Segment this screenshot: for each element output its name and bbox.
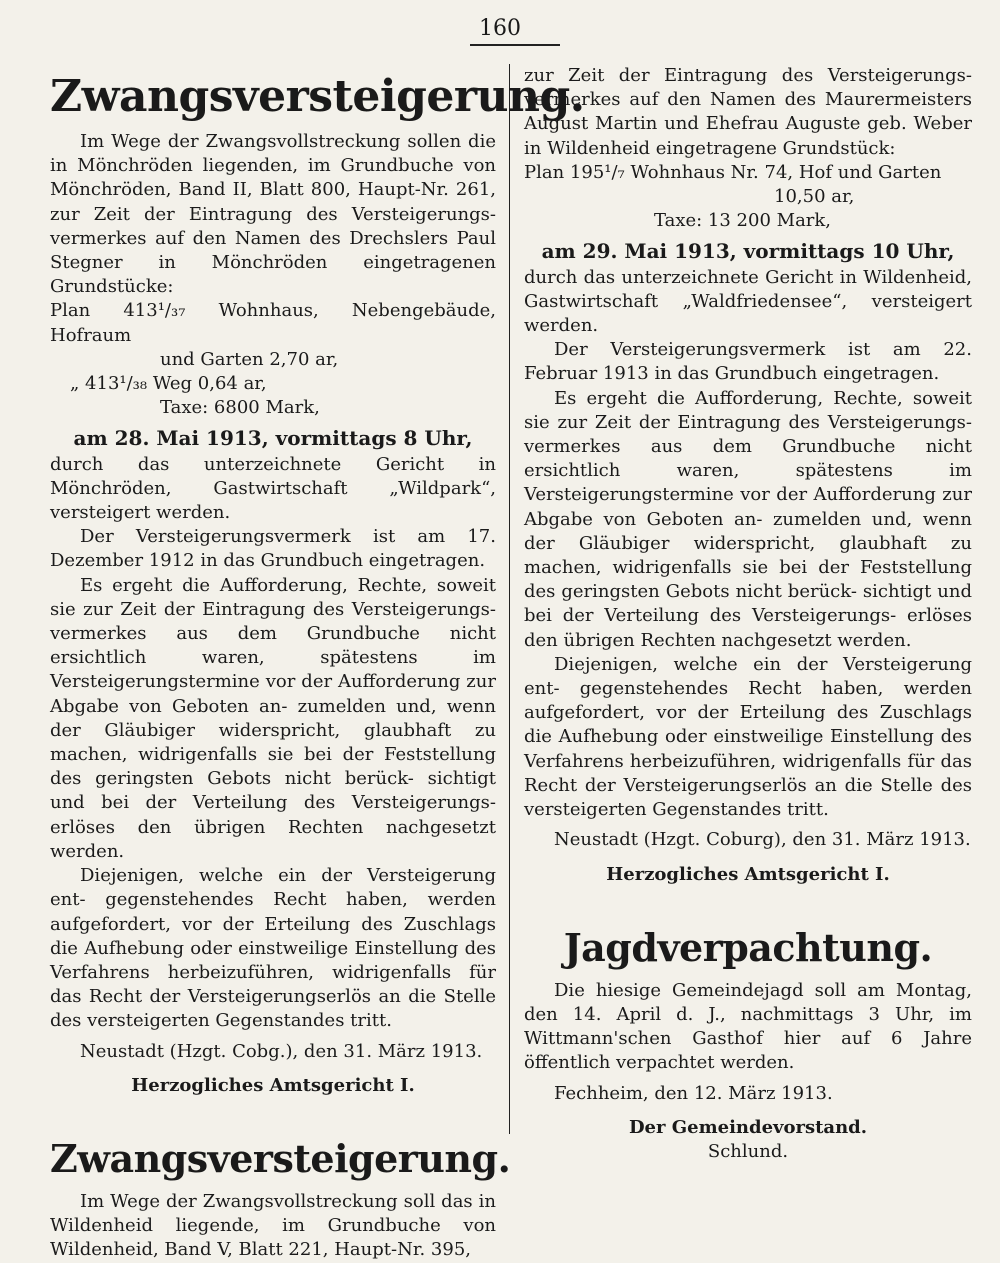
notice2-registration: Der Versteigerungsvermerk ist am 22. Februar 1913 in das Grundbuch eingetragen. bbox=[524, 339, 972, 385]
notice2-objection: Diejenigen, welche ein der Versteigerung ent- gegenstehendes Recht haben, werden aufgefordert, vor der Erteilung des Zuschlags die Aufhebung oder einstweilige Einstellung des Verfahrens herbeizuführen, widrigenfalls für das Recht der Versteigerungserlös an die Stelle des versteigerten Gegenstandes tritt. bbox=[524, 653, 972, 821]
header-rule bbox=[470, 44, 560, 46]
notice2-location: durch das unterzeichnete Gericht in Wildenheid, Gastwirtschaft „Waldfriedensee“, versteigert werden. bbox=[524, 266, 972, 337]
notice1-plan1: Plan 413¹/₃₇ Wohnhaus, Nebengebäude, Hofraum bbox=[50, 300, 496, 346]
notice2-date: am 29. Mai 1913, vormittags 10 Uhr, bbox=[541, 239, 955, 264]
notice1-plan1-cont: und Garten 2,70 ar, bbox=[160, 348, 339, 370]
notice1-registration: Der Versteigerungsvermerk ist am 17. Dezember 1912 in das Grundbuch eingetragen. bbox=[50, 526, 496, 572]
notice2-intro-cont: zur Zeit der Eintragung des Versteigerungs- vermerkes auf den Namen des Maurermeisters August Martin und Ehefrau Auguste geb. Weber in Wildenheid eingetragene Grundstück: bbox=[524, 65, 972, 159]
notice1-location: durch das unterzeichnete Gericht in Mönchröden, Gastwirtschaft „Wildpark“, versteigert werden. bbox=[50, 453, 496, 524]
hunt-lease-text: Die hiesige Gemeindejagd soll am Montag, den 14. April d. J., nachmittags 3 Uhr, im Wittmann'schen Gasthof hier auf 6 Jahre öffentlich verpachtet werden. bbox=[524, 979, 972, 1074]
notice2-plan1-cont: 10,50 ar, bbox=[774, 186, 855, 208]
notice1-objection: Diejenigen, welche ein der Versteigerung ent- gegenstehendes Recht haben, werden aufgefordert, vor der Erteilung des Zuschlags die Aufhebung oder einstweilige Einstellung des Verfahrens herbeizuführen, widrigenfalls für das Recht der Versteigerungserlös an die Stelle des versteigerten Gegenstandes tritt. bbox=[50, 865, 496, 1032]
heading-zwangsversteigerung-2: Zwangsversteigerung. bbox=[50, 1135, 511, 1181]
notice1-intro: Im Wege der Zwangsvollstreckung sollen die in Mönchröden liegenden, im Grundbuche von Mönchröden, Band II, Blatt 800, Haupt-Nr. 261, zur Zeit der Eintragung des Versteigerungs- vermerkes auf den Namen des Drechslers Paul Stegner in Mönchröden eingetragenen Grundstücke: bbox=[50, 131, 496, 298]
hunt-lease-name: Schlund. bbox=[707, 1140, 789, 1162]
notice1-demand: Es ergeht die Aufforderung, Rechte, soweit sie zur Zeit der Eintragung des Versteigerungs- vermerkes aus dem Grundbuche nicht ersichtlich waren, spätestens im Versteigerungstermine vor der Aufforderung zur Abgabe von Geboten an- zumelden und, wenn der Gläubiger widerspricht, glaubhaft zu machen, widrigenfalls sie bei der Feststellung des geringsten Gebots nicht berück- sichtigt und bei der Verteilung des Versteigerungs- erlöses den übrigen Rechten nachgesetzt werden. bbox=[50, 574, 496, 862]
notice1-plan2: „ 413¹/₃₈ Weg 0,64 ar, bbox=[70, 373, 267, 395]
left-column bbox=[50, 64, 585, 1261]
notice1-date: am 28. Mai 1913, vormittags 8 Uhr, bbox=[73, 426, 473, 451]
hunt-lease-place-date: Fechheim, den 12. März 1913. bbox=[554, 1082, 833, 1104]
notice2-plan1: Plan 195¹/₇ Wohnhaus Nr. 74, Hof und Garten bbox=[524, 161, 942, 183]
hunt-lease-signatory: Der Gemeindevorstand. bbox=[628, 1116, 868, 1138]
heading-jagdverpachtung: Jagdverpachtung. bbox=[563, 924, 933, 970]
right-column bbox=[524, 64, 972, 1202]
notice2-demand: Es ergeht die Aufforderung, Rechte, soweit sie zur Zeit der Eintragung des Versteigerungs- vermerkes aus dem Grundbuche nicht ersichtlich waren, spätestens im Versteigerungstermine vor der Aufforderung zur Abgabe von Geboten an- zumelden und, wenn der Gläubiger widerspricht, glaubhaft zu machen, widrigenfalls sie bei der Feststellung des geringsten Gebots nicht berück- sichtigt und bei der Verteilung des Versteigerungs- erlöses den übrigen Rechten nachgesetzt werden. bbox=[524, 387, 972, 651]
column-divider bbox=[509, 64, 510, 1134]
notice1-taxe: Taxe: 6800 Mark, bbox=[160, 397, 320, 419]
notice2-court: Herzogliches Amtsgericht I. bbox=[606, 863, 890, 885]
notice1-place-date: Neustadt (Hzgt. Cobg.), den 31. März 1913. bbox=[80, 1040, 483, 1062]
notice2-intro: Im Wege der Zwangsvollstreckung soll das in Wildenheid liegende, im Grundbuche von Wildenheid, Band V, Blatt 221, Haupt-Nr. 395, bbox=[50, 1190, 496, 1261]
notice2-place-date: Neustadt (Hzgt. Coburg), den 31. März 1913. bbox=[554, 829, 971, 851]
page-number: 160 bbox=[479, 16, 521, 41]
notice1-court: Herzogliches Amtsgericht I. bbox=[131, 1074, 415, 1096]
notice2-taxe: Taxe: 13 200 Mark, bbox=[654, 210, 832, 232]
heading-zwangsversteigerung-1: Zwangsversteigerung. bbox=[50, 71, 585, 122]
